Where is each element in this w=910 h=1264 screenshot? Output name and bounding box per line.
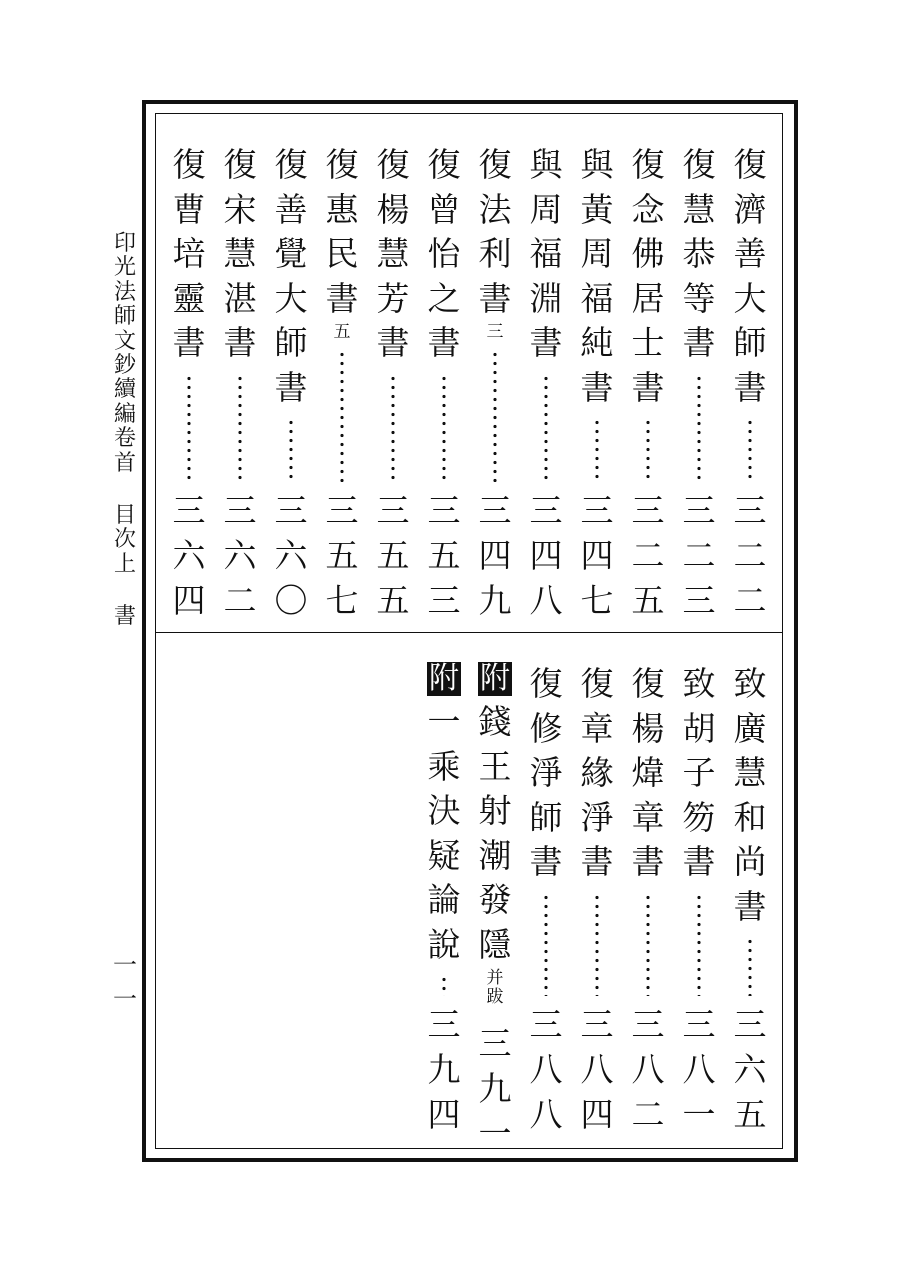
- entry-page: 三八八: [529, 1005, 563, 1134]
- entry-page: 三九四: [427, 1005, 461, 1134]
- entry-title: 復惠民書: [325, 145, 359, 318]
- toc-entry[interactable]: [271, 143, 311, 623]
- leader-dots: [442, 975, 446, 996]
- leader-dots: [697, 374, 701, 483]
- toc-entry[interactable]: [322, 143, 362, 623]
- entry-page: 三六四: [172, 491, 206, 620]
- entry-page: 三四九: [478, 491, 512, 620]
- entry-page: 三八四: [580, 1005, 614, 1134]
- leader-dots: [289, 418, 293, 482]
- leader-dots: [544, 374, 548, 483]
- entry-note: 五: [333, 322, 351, 342]
- leader-dots: [595, 418, 599, 482]
- entry-title: 復念佛居士書: [631, 145, 665, 407]
- entry-title: 復善覺大師書: [274, 145, 308, 407]
- entry-title: 復宋慧湛書: [223, 145, 257, 362]
- entry-title: 與周福淵書: [529, 145, 563, 362]
- entry-title: 與黃周福純書: [580, 145, 614, 407]
- leader-dots: [187, 374, 191, 483]
- leader-dots: [646, 418, 650, 482]
- entry-page: 三四七: [580, 491, 614, 620]
- toc-entry[interactable]: [628, 143, 668, 623]
- leader-dots: [544, 893, 548, 997]
- entry-title: 復法利書: [478, 145, 512, 318]
- entry-page: 三五三: [427, 491, 461, 620]
- appendix-badge: 附: [480, 661, 510, 696]
- entry-page: 三六五: [733, 1005, 767, 1134]
- toc-entry[interactable]: [577, 143, 617, 623]
- leader-dots: [646, 893, 650, 997]
- entry-page: 三八一: [682, 1005, 716, 1134]
- leader-dots: [442, 374, 446, 483]
- leader-dots: [340, 350, 344, 482]
- entry-title: 復修淨師書: [529, 664, 563, 881]
- entry-title: 復楊慧芳書: [376, 145, 410, 362]
- section-label: 目次上: [113, 503, 136, 577]
- entry-page: 三二二: [733, 491, 767, 620]
- entry-title: 復曾怡之書: [427, 145, 461, 362]
- entry-page: 三六二: [223, 491, 257, 620]
- entry-title: 致胡子笏書: [682, 664, 716, 881]
- toc-entry[interactable]: [628, 662, 668, 1137]
- toc-entry[interactable]: [220, 143, 260, 623]
- entry-note: 并跋: [486, 968, 504, 1007]
- entry-title: 復章緣淨書: [580, 664, 614, 881]
- entry-note: 三: [486, 322, 504, 342]
- leader-dots: [595, 893, 599, 997]
- toc-entry[interactable]: [424, 143, 464, 623]
- entry-title: 錢王射潮發隱: [478, 702, 512, 964]
- leader-dots: [391, 374, 395, 483]
- toc-entry[interactable]: [169, 143, 209, 623]
- book-title: 印光法師文鈔續編卷首: [113, 231, 136, 476]
- toc-entry[interactable]: [730, 662, 770, 1137]
- toc-entry[interactable]: [424, 662, 464, 1137]
- entry-page: 三五七: [325, 491, 359, 620]
- appendix-badge: 附: [429, 661, 459, 696]
- entry-page: 三九一: [478, 1024, 512, 1153]
- toc-entry[interactable]: [679, 662, 719, 1137]
- category-label: 書: [113, 604, 136, 630]
- entry-page: 三四八: [529, 491, 563, 620]
- entry-title: 復濟善大師書: [733, 145, 767, 407]
- toc-entry[interactable]: [577, 662, 617, 1137]
- entry-title: 一乘決疑論說: [427, 702, 461, 964]
- toc-entry[interactable]: [679, 143, 719, 623]
- entry-title: 復曹培靈書: [172, 145, 206, 362]
- section-divider: [155, 632, 783, 633]
- leader-dots: [697, 893, 701, 997]
- leader-dots: [238, 374, 242, 483]
- entry-page: 三六〇: [274, 491, 308, 620]
- toc-entry[interactable]: [373, 143, 413, 623]
- leader-dots: [748, 418, 752, 482]
- entry-page: 三二五: [631, 491, 665, 620]
- toc-entry[interactable]: [526, 662, 566, 1137]
- leader-dots: [748, 937, 752, 996]
- toc-entry[interactable]: [526, 143, 566, 623]
- page-number: 一一: [113, 951, 137, 1013]
- entry-title: 復楊煒章書: [631, 664, 665, 881]
- toc-entry[interactable]: [475, 143, 515, 623]
- entry-title: 致廣慧和尚書: [733, 664, 767, 926]
- entry-page: 三八二: [631, 1005, 665, 1134]
- toc-entry[interactable]: [475, 661, 515, 1153]
- toc-entry[interactable]: [730, 143, 770, 623]
- entry-page: 三五五: [376, 491, 410, 620]
- leader-dots: [493, 350, 497, 482]
- entry-page: 三二三: [682, 491, 716, 620]
- entry-title: 復慧恭等書: [682, 145, 716, 362]
- running-header: [108, 232, 142, 630]
